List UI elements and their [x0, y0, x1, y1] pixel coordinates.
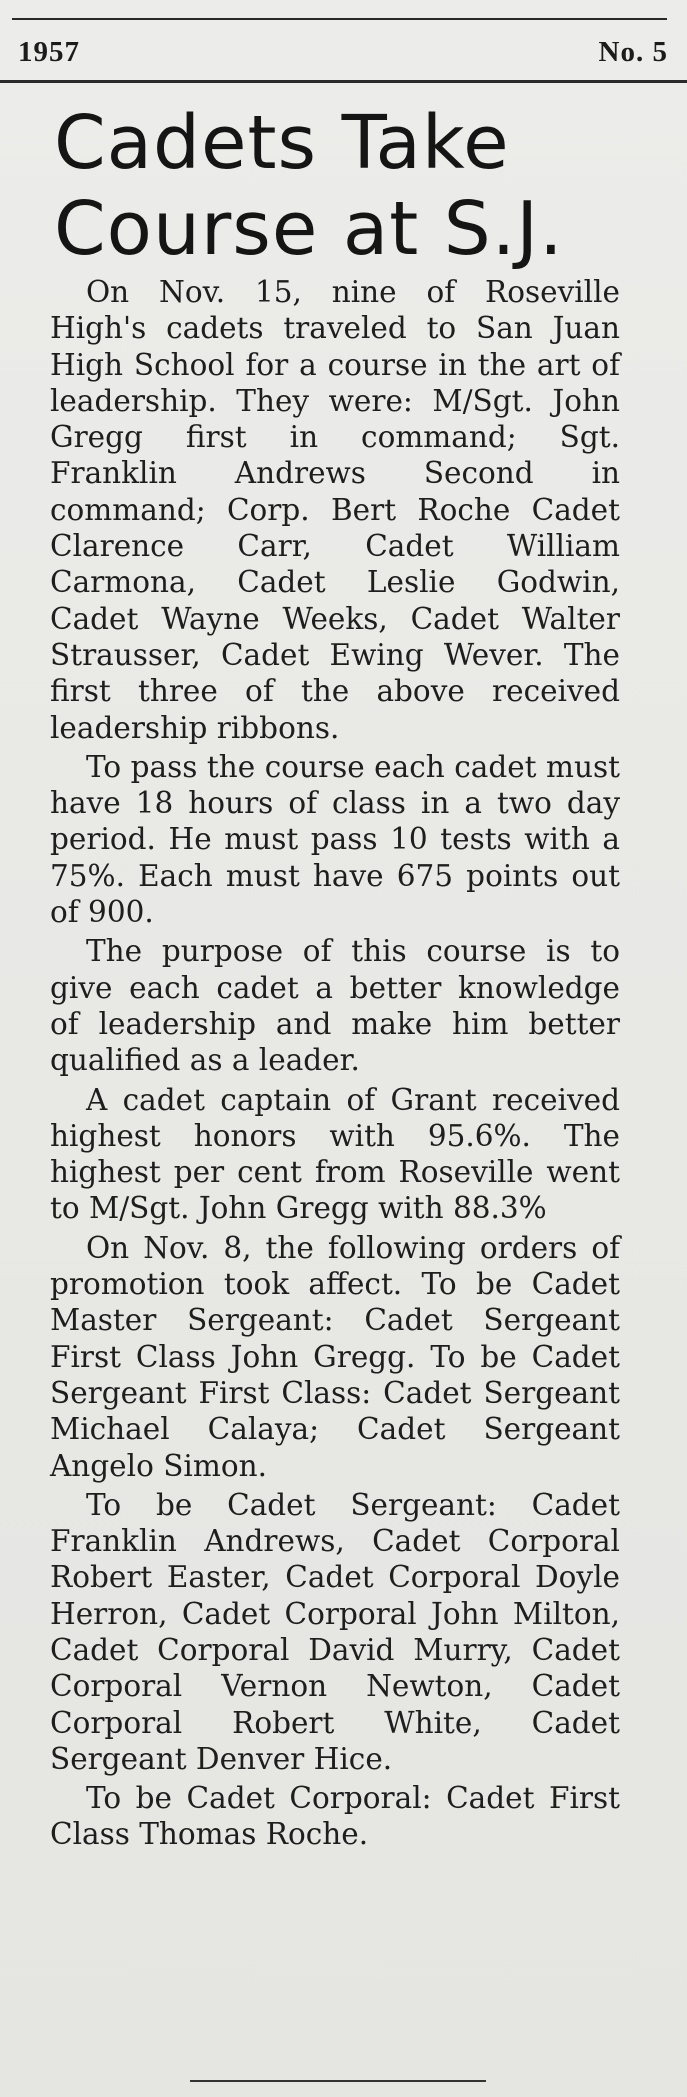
article-body: [50, 274, 620, 1856]
article-headline: [54, 100, 654, 272]
article-paragraph: To be Cadet Sergeant: Cadet Franklin Andrews, Cadet Corporal Robert Easter, Cadet Corporal Doyle Herron, Cadet Corporal John Milton, Cadet Corporal David Murry, Cadet Corporal Vernon Newton, Cadet Corporal Robert White, Cadet Sergeant Denver Hice.: [50, 1487, 620, 1776]
article-paragraph: To pass the course each cadet must have 18 hours of class in a two day period. He must pass 10 tests with a 75%. Each must have 675 points out of 900.: [50, 749, 620, 930]
article-paragraph: A cadet captain of Grant received highest honors with 95.6%. The highest per cent from Roseville went to M/Sgt. John Gregg with 88.3%: [50, 1082, 620, 1226]
masthead-bottom-rule: [0, 80, 687, 83]
article-paragraph: To be Cadet Corporal: Cadet First Class Thomas Roche.: [50, 1781, 620, 1852]
article-paragraph: On Nov. 15, nine of Roseville High's cadets traveled to San Juan High School for a course in the art of leadership. They were: M/Sgt. John Gregg first in command; Sgt. Franklin Andrews Second in command; Corp. Bert Roche Cadet Clarence Carr, Cadet William Carmona, Cadet Leslie Godwin, Cadet Wayne Weeks, Cadet Walter Strausser, Cadet Ewing Wever. The first three of the above received leadership ribbons.: [50, 275, 620, 745]
masthead-top-rule: [12, 18, 667, 20]
masthead-issue-number: No. 5: [598, 36, 668, 68]
masthead-year: 1957: [18, 36, 80, 68]
article-paragraph: The purpose of this course is to give each cadet a better knowledge of leadership and make him better qualified as a leader.: [50, 934, 620, 1078]
article-paragraph: On Nov. 8, the following orders of promotion took affect. To be Cadet Master Sergeant: Cadet Sergeant First Class John Gregg. To be Cadet Sergeant First Class: Cadet Sergeant Michael Calaya; Cadet Sergeant Angelo Simon.: [50, 1230, 620, 1483]
article-end-rule: [190, 2080, 486, 2082]
masthead-row: [18, 36, 668, 74]
headline-line-2: Course at S.J.: [54, 186, 564, 272]
headline-line-1: Cadets Take: [54, 100, 510, 186]
